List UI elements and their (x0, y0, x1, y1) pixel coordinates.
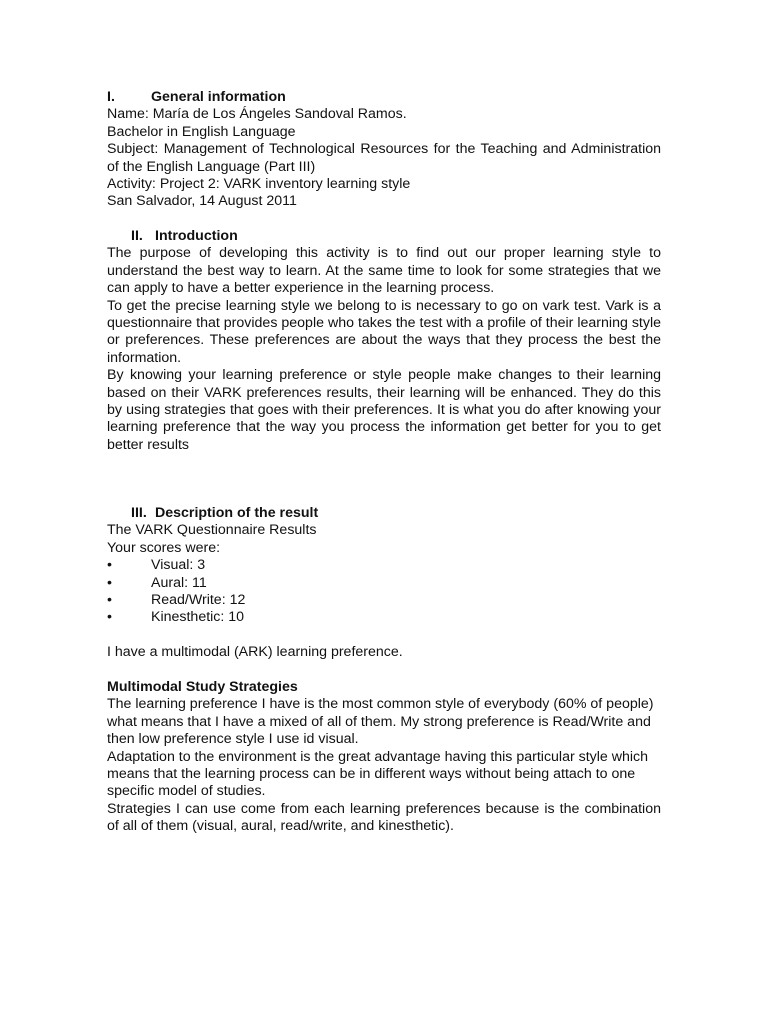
learning-preference-conclusion: I have a multimodal (ARK) learning preference. (107, 643, 403, 660)
general-information-section (107, 89, 661, 211)
section-title: Description of the result (155, 505, 319, 521)
degree-program: Bachelor in English Language (107, 123, 296, 140)
section-title: General information (151, 89, 286, 105)
section-heading (107, 89, 661, 106)
score-item (107, 609, 661, 626)
paragraph: The learning preference I have is the most common style of everybody (60% of people) what means that I have a mixed of all of them. My strong preference is Read/Write and then low preference style I use id visual. (107, 696, 654, 748)
section-title: Multimodal Study Strategies (107, 679, 298, 695)
score-item (107, 592, 661, 609)
section-title: Introduction (155, 228, 238, 244)
paragraph: The purpose of developing this activity is to find out our proper learning style to understand the best way to learn. At the same time to look for some strategies that we can apply to have a better experience in the learning process. (107, 245, 661, 297)
score-text: Visual: 3 (151, 557, 206, 574)
score-item (107, 557, 661, 574)
paragraph: Strategies I can use come from each learning preferences because is the combination of all of them (visual, aural, read/write, and kinesthetic). (107, 800, 661, 835)
section-heading (107, 505, 661, 522)
strategies-section (107, 679, 661, 836)
score-text: Kinesthetic: 10 (151, 609, 245, 626)
score-item (107, 575, 661, 592)
score-text: Aural: 11 (151, 574, 207, 591)
paragraph: Adaptation to the environment is the great advantage having this particular style which means that the learning process can be in different ways without being attach to one specific model of studies. (107, 748, 649, 800)
bullet-icon: • (107, 592, 112, 609)
subject-line: Subject: Management of Technological Resources for the Teaching and Administration of the English Language (Part III) (107, 141, 661, 175)
results-title: The VARK Questionnaire Results (107, 522, 317, 539)
section-number: I. (107, 89, 115, 105)
bullet-icon: • (107, 609, 112, 626)
section-heading (107, 228, 661, 245)
bullet-icon: • (107, 557, 112, 574)
introduction-section (107, 228, 661, 454)
student-name: Name: María de Los Ángeles Sandoval Ramos. (107, 106, 407, 123)
section-number: III. (131, 505, 147, 521)
section-number: II. (131, 228, 143, 244)
place-date: San Salvador, 14 August 2011 (107, 193, 297, 210)
score-text: Read/Write: 12 (151, 592, 246, 609)
scores-intro: Your scores were: (107, 539, 221, 556)
results-section (107, 505, 661, 661)
paragraph: To get the precise learning style we belong to is necessary to go on vark test. Vark is a questionnaire that provides people who takes the test with a profile of their learning style or preferences. These preferences are about the ways that they process the best the information. (107, 297, 661, 366)
activity-line: Activity: Project 2: VARK inventory learning style (107, 176, 411, 193)
bullet-icon: • (107, 574, 112, 591)
paragraph: By knowing your learning preference or style people make changes to their learning based on their VARK preferences results, their learning will be enhanced. They do this by using strategies that goes with their preferences. It is what you do after knowing your learning preference that the way you process the information get better for you to get better results (107, 367, 661, 453)
